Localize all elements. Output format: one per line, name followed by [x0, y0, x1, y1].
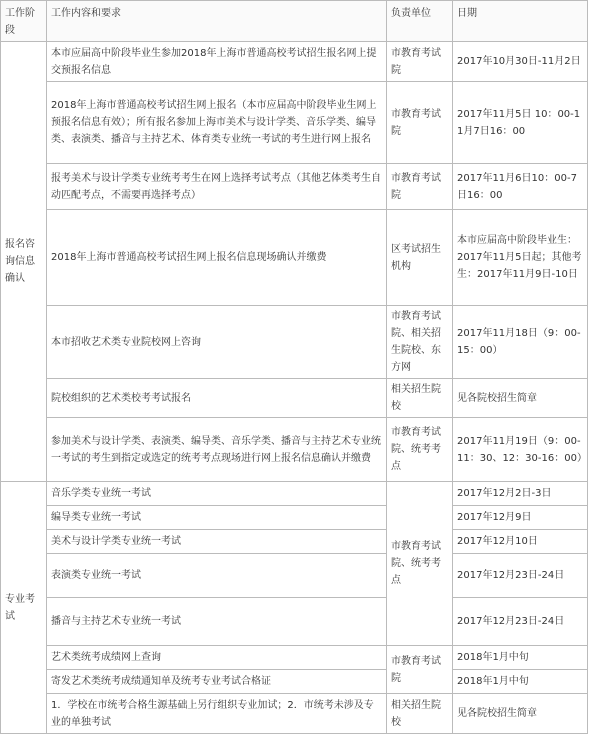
- table-row: [1, 42, 588, 82]
- unit-cell: 市教育考试院: [387, 646, 453, 694]
- unit-cell: 市教育考试院: [387, 42, 453, 82]
- content-cell: 院校组织的艺术类校考考试报名: [47, 379, 387, 418]
- stage-cell-registration: 报名咨询信息确认: [1, 42, 47, 482]
- unit-cell: 市教育考试院、统考考点: [387, 418, 453, 482]
- stage-cell-exam: 专业考试: [1, 482, 47, 734]
- header-content: 工作内容和要求: [47, 1, 387, 42]
- content-cell: 寄发艺术类统考成绩通知单及统考专业考试合格证: [47, 670, 387, 694]
- date-cell: 2017年11月5日 10：00-11月7日16：00: [453, 82, 588, 164]
- content-cell: 编导类专业统一考试: [47, 506, 387, 530]
- date-cell: 见各院校招生简章: [453, 379, 588, 418]
- header-unit: 负责单位: [387, 1, 453, 42]
- date-cell: 2017年11月18日（9：00-15：00）: [453, 306, 588, 379]
- content-cell: 艺术类统考成绩网上查询: [47, 646, 387, 670]
- content-cell: 2018年上海市普通高校考试招生网上报名信息现场确认并缴费: [47, 210, 387, 306]
- content-cell: 1．学校在市统考合格生源基础上另行组织专业加试；2．市统考未涉及专业的单独考试: [47, 694, 387, 734]
- unit-cell: 相关招生院校: [387, 694, 453, 734]
- date-cell: 2017年12月23日-24日: [453, 598, 588, 646]
- table-row: [1, 598, 588, 646]
- table-row: [1, 670, 588, 694]
- date-cell: 2018年1月中旬: [453, 646, 588, 670]
- table-row: [1, 554, 588, 598]
- content-cell: 本市招收艺术类专业院校网上咨询: [47, 306, 387, 379]
- date-cell: 2017年11月19日（9：00-11：30、12：30-16：00）: [453, 418, 588, 482]
- content-cell: 美术与设计学类专业统一考试: [47, 530, 387, 554]
- date-cell: 见各院校招生简章: [453, 694, 588, 734]
- header-stage: 工作阶段: [1, 1, 47, 42]
- date-cell: 2017年10月30日-11月2日: [453, 42, 588, 82]
- date-cell: 2017年12月2日-3日: [453, 482, 588, 506]
- table-row: [1, 482, 588, 506]
- date-cell: 2017年12月10日: [453, 530, 588, 554]
- table-row: [1, 82, 588, 164]
- content-cell: 播音与主持艺术专业统一考试: [47, 598, 387, 646]
- date-cell: 2017年12月9日: [453, 506, 588, 530]
- table-row: [1, 379, 588, 418]
- content-cell: 报考美术与设计学类专业统考考生在网上选择考试考点（其他艺体类考生自动匹配考点，不需要再选择考点）: [47, 164, 387, 210]
- table-row: [1, 530, 588, 554]
- content-cell: 参加美术与设计学类、表演类、编导类、音乐学类、播音与主持艺术专业统一考试的考生到指定或选定的统考考点现场进行网上报名信息确认并缴费: [47, 418, 387, 482]
- table-row: [1, 164, 588, 210]
- date-cell: 2017年11月6日10：00-7日16：00: [453, 164, 588, 210]
- unit-cell: 市教育考试院: [387, 164, 453, 210]
- header-row: [1, 1, 588, 42]
- content-cell: 音乐学类专业统一考试: [47, 482, 387, 506]
- table-row: [1, 306, 588, 379]
- content-cell: 本市应届高中阶段毕业生参加2018年上海市普通高校考试招生报名网上提交预报名信息: [47, 42, 387, 82]
- date-cell: 2017年12月23日-24日: [453, 554, 588, 598]
- table-row: [1, 506, 588, 530]
- table-row: [1, 210, 588, 306]
- unit-cell: 市教育考试院: [387, 82, 453, 164]
- content-cell: 2018年上海市普通高校考试招生网上报名（本市应届高中阶段毕业生网上预报名信息有效）；所有报名参加上海市美术与设计学类、音乐学类、编导类、表演类、播音与主持艺术、体育类专业统一考试的考生进行网上报名: [47, 82, 387, 164]
- table-row: [1, 646, 588, 670]
- table-row: [1, 694, 588, 734]
- date-cell: 2018年1月中旬: [453, 670, 588, 694]
- unit-cell: 市教育考试院、统考考点: [387, 482, 453, 646]
- content-cell: 表演类专业统一考试: [47, 554, 387, 598]
- unit-cell: 市教育考试院、相关招生院校、东方网: [387, 306, 453, 379]
- unit-cell: 区考试招生机构: [387, 210, 453, 306]
- table-row: [1, 418, 588, 482]
- header-date: 日期: [453, 1, 588, 42]
- unit-cell: 相关招生院校: [387, 379, 453, 418]
- date-cell: 本市应届高中阶段毕业生：2017年11月5日起；其他考生：2017年11月9日-10日: [453, 210, 588, 306]
